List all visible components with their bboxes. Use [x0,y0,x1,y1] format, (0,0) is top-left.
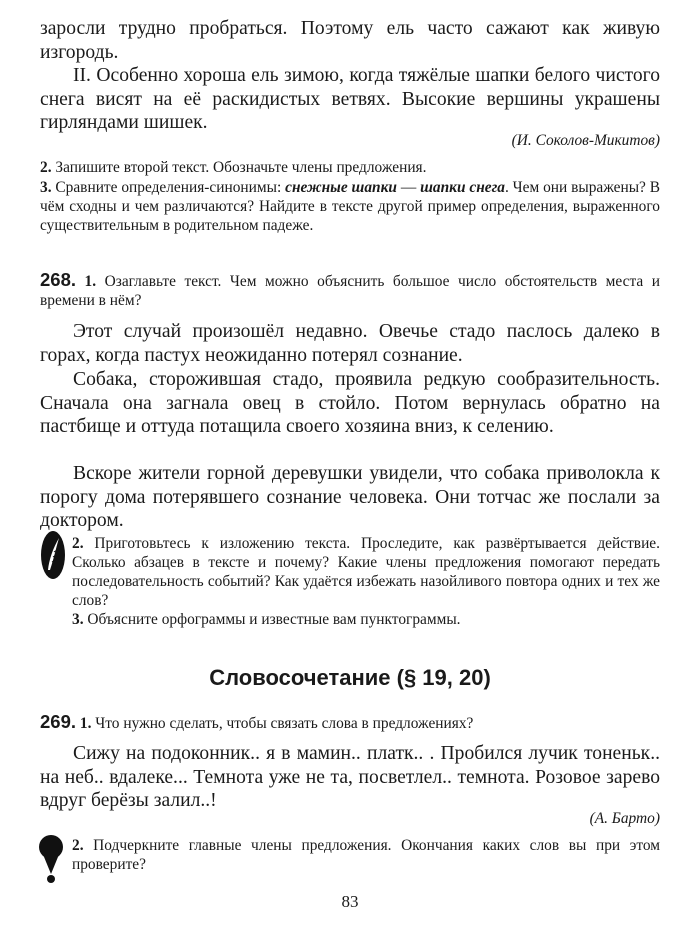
term: шапки [351,179,397,196]
task-text: . Чем они выражены? В чём сходны и чем различаются? Найдите в тексте другой пример определения, выраженного существительным в родительном падеже. [40,179,661,234]
task-number: 3. [40,179,52,196]
exclamation-drop-icon [38,834,64,884]
exercise-269-task-1 [40,712,660,733]
story-paragraph-1: Этот случай произошёл недавно. Овечье стадо паслось далеко в горах, когда пастух неожиданно потерял сознание. [40,321,660,366]
section-heading: Словосочетание (§ 19, 20) [209,665,491,690]
task-text: Объясните орфограммы и известные вам пунктограммы. [83,611,461,628]
exercise-number: 269. [40,711,77,732]
exercise-268-task-3 [72,610,660,629]
text-paragraph-ii: II. Особенно хороша ель зимою, когда тяжёлые шапки белого чистого снега висят на её раскидистых ветвях. Высокие вершины украшены гирляндами шишек. [40,65,660,133]
task-number: 1. [79,715,92,732]
exercise-268-task-2 [72,534,660,610]
task-text: Подчеркните главные члены предложения. Окончания каких слов вы при этом проверите? [72,837,660,873]
task-number: 2. [72,837,84,854]
story-paragraph-3: Вскоре жители горной деревушки увидели, что собака приволокла к порогу дома потерявшего сознание человека. Они тотчас же послали за доктором. [40,463,660,531]
term: снега [469,179,505,196]
task-text: Что нужно сделать, чтобы связать слова в предложениях? [91,715,474,732]
exercise-number: 268. [40,269,77,290]
author-attribution: (А. Барто) [589,810,660,827]
task-text: Запишите второй текст. Обозначьте члены предложения. [51,159,427,176]
task-number: 1. [84,273,97,290]
term: снежные [285,179,348,196]
task-number: 2. [72,535,84,552]
exercise-269-task-2 [72,836,660,874]
poem-excerpt: Сижу на подоконник.. я в мамин.. платк.. . Пробился лучик тоненьк.. на неб.. вдалеке... Темнота уже не та, посветлел.. темнота. Розовое зарево вдруг берёзы залил..! [40,743,660,811]
task-text: Озаглавьте текст. Чем можно объяснить большое число обстоятельств места и времени в нём? [40,273,660,309]
task-number: 3. [72,611,84,628]
task-text: Сравните определения-синонимы: [51,179,286,196]
text-paragraph-continuation: заросли трудно пробраться. Поэтому ель часто сажают как живую изгородь. [40,18,660,63]
task-text: Приготовьтесь к изложению текста. Проследите, как развёртывается действие. Сколько абзацев в тексте и почему? Какие члены предложения помогают передать последовательность событий? Как удаётся избежать назойливого повтора одних и тех же слов? [72,535,660,609]
dash: — [396,179,421,196]
task-267-2 [40,158,660,177]
task-267-3 [40,178,660,235]
exercise-268-task-1 [40,270,660,310]
page-number: 83 [341,892,359,911]
story-paragraph-2: Собака, сторожившая стадо, проявила редкую сообразительность. Сначала она загнала овец в стойло. Потом вернулась обратно на пастбище и оттуда потащила своего хозяина вниз, к селению. [40,369,660,437]
quill-pen-icon [40,530,66,580]
term: шапки [420,179,466,196]
author-attribution: (И. Соколов-Микитов) [511,132,660,149]
task-number: 2. [40,159,52,176]
